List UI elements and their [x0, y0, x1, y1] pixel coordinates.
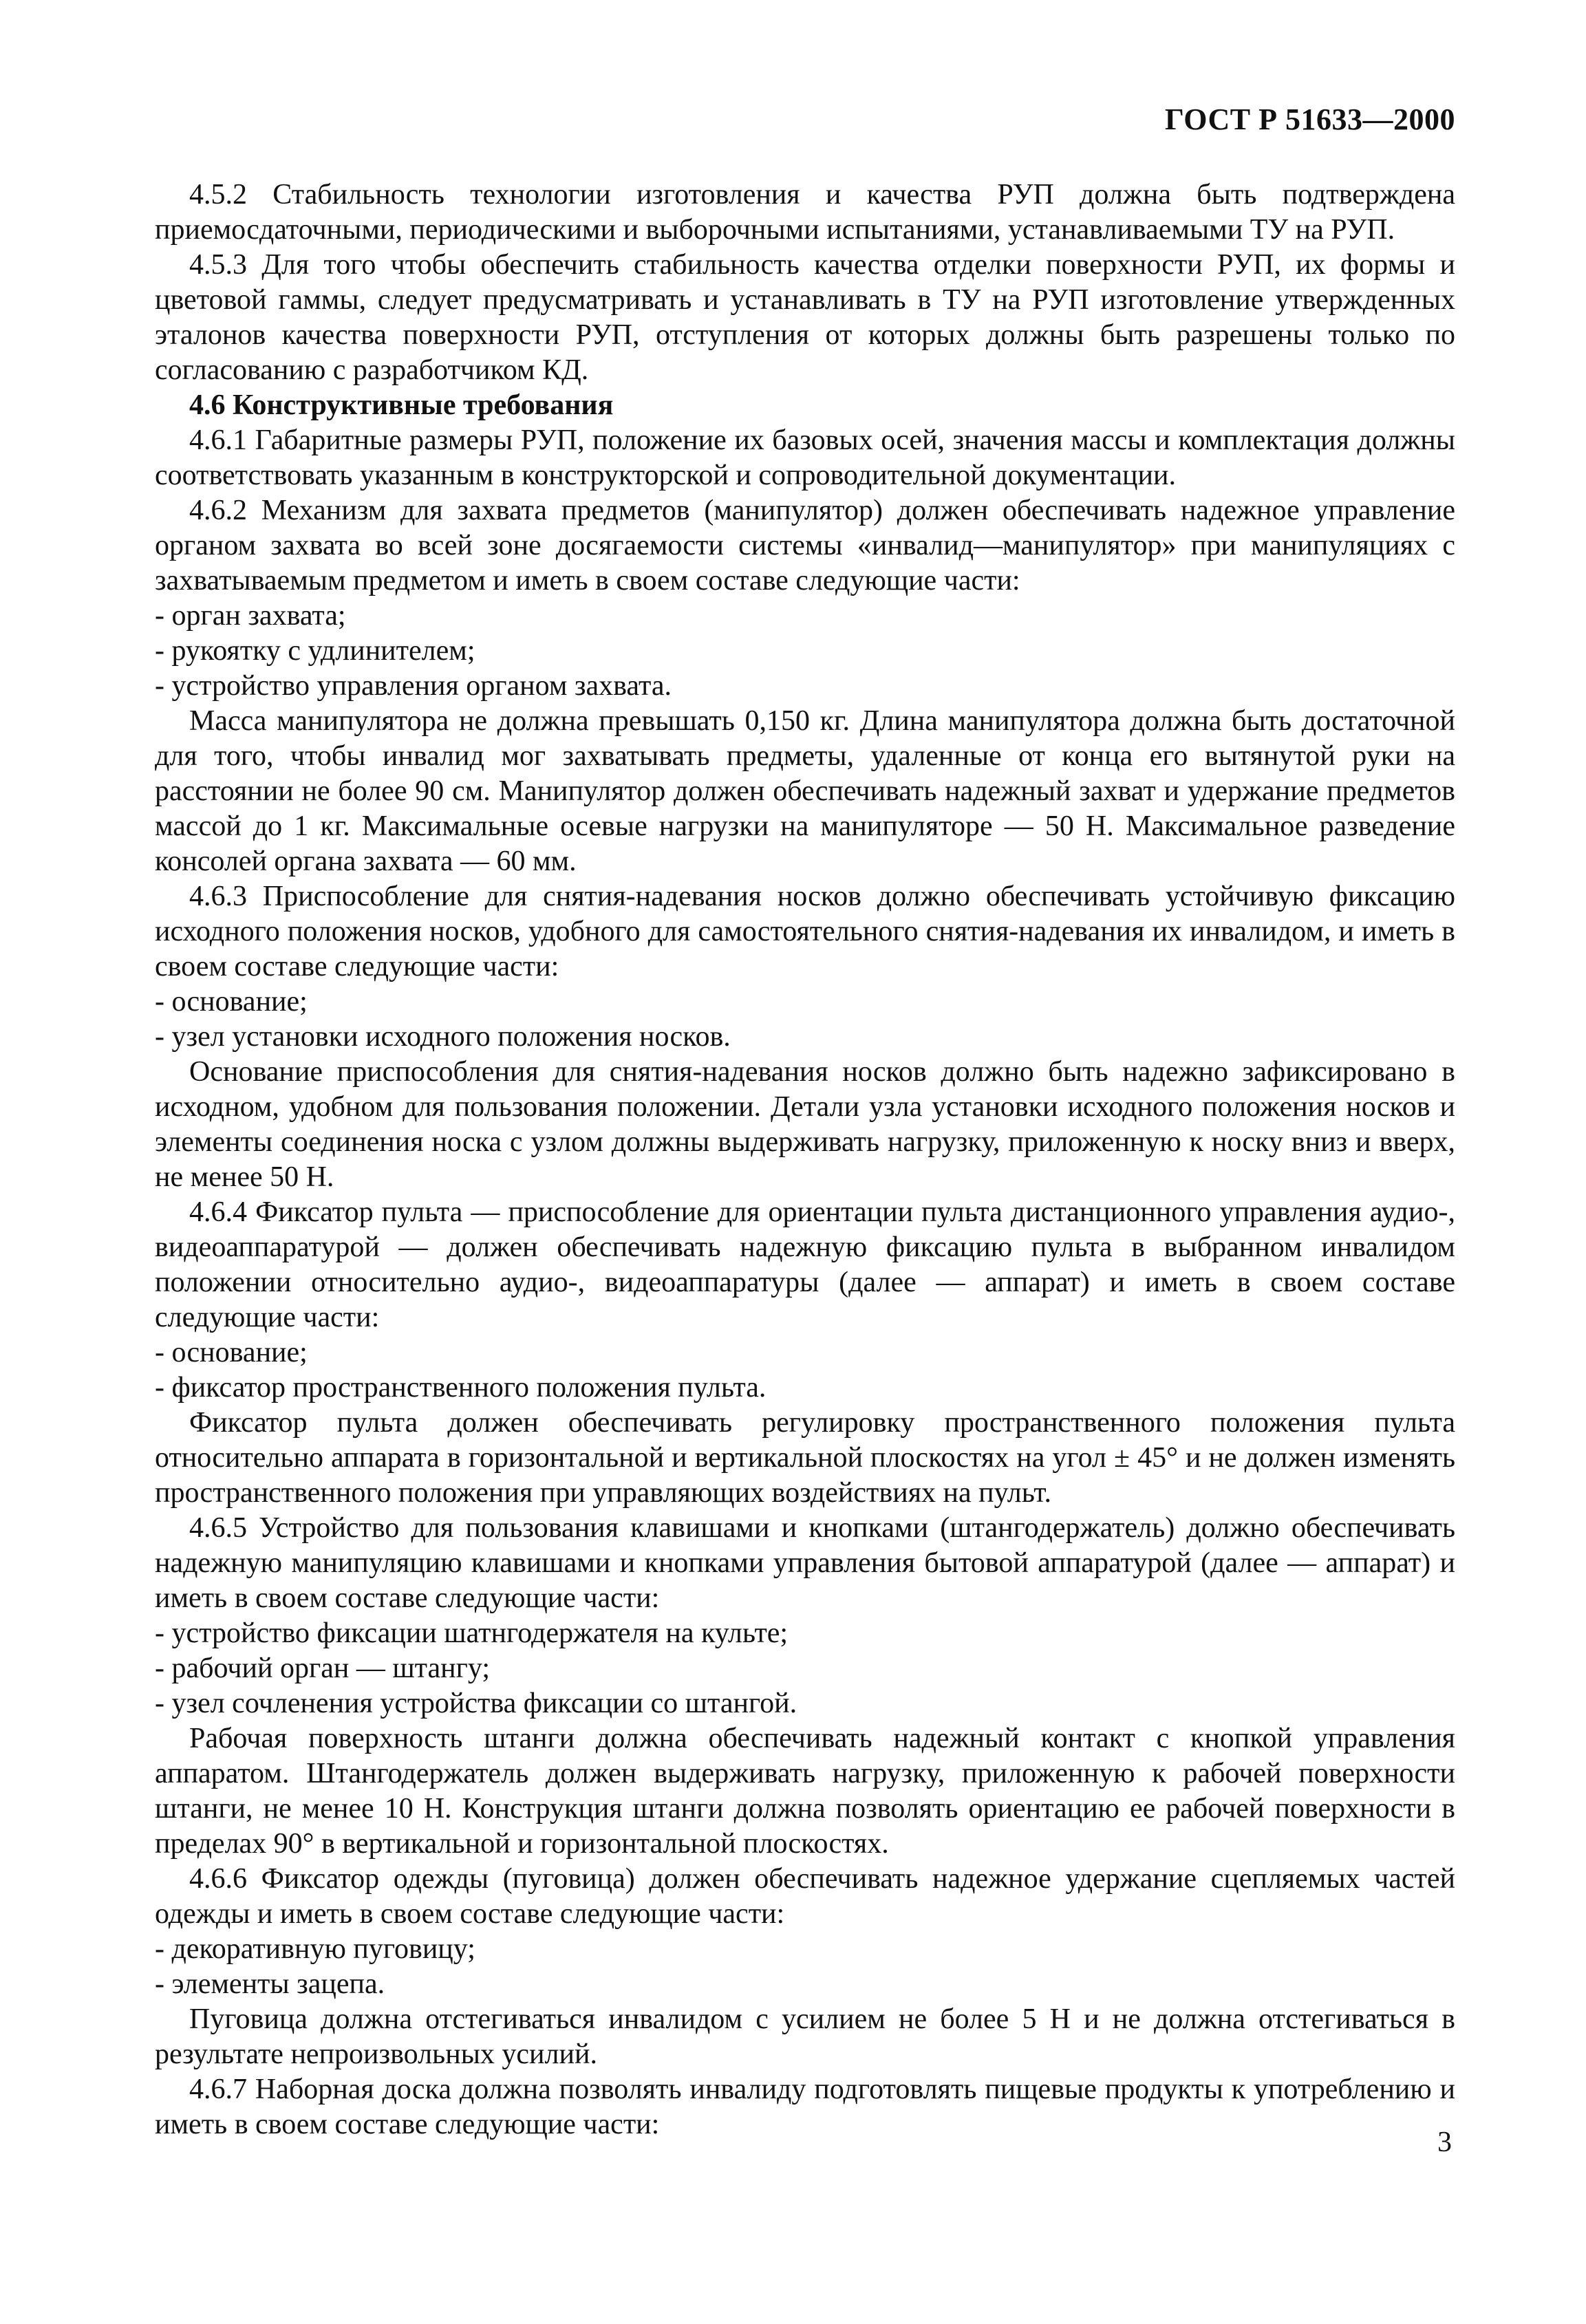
- paragraph-rod-surface: Рабочая поверхность штанги должна обеспечивать надежный контакт с кнопкой управления аппаратом. Штангодержатель должен выдерживать нагрузку, приложенную к рабочей поверхности штанги, не менее 10 Н. Конструкция штанги должна позволять ориентацию ее рабочей поверхности в пределах 90° в вертикальной и горизонтальной плоскостях.: [155, 1723, 1455, 1860]
- list-item: - декоративную пуговицу;: [155, 1933, 475, 1965]
- list-item: - рабочий орган — штангу;: [155, 1653, 490, 1684]
- paragraph-remote-holder-adjustment: Фиксатор пульта должен обеспечивать регулировку пространственного положения пульта относительно аппарата в горизонтальной и вертикальной плоскостях на угол ± 45° и не должен изменять пространственного положения при управляющих воздействиях на пульт.: [155, 1407, 1455, 1509]
- list-item: - рукоятку с удлинителем;: [155, 635, 475, 667]
- list-item: - узел установки исходного положения носков.: [155, 1021, 731, 1053]
- list-item: - фиксатор пространственного положения пульта.: [155, 1372, 767, 1403]
- paragraph-4-5-2: 4.5.2 Стабильность технологии изготовления и качества РУП должна быть подтверждена приемосдаточными, периодическими и выборочными испытаниями, устанавливаемыми ТУ на РУП.: [155, 179, 1455, 246]
- list-item: - основание;: [155, 986, 308, 1018]
- paragraph-4-6-3: 4.6.3 Приспособление для снятия-надевания носков должно обеспечивать устойчивую фиксацию исходного положения носков, удобного для самостоятельного снятия-надевания их инвалидом, и иметь в своем составе следующие части:: [155, 881, 1455, 982]
- section-heading-4-6: 4.6 Конструктивные требования: [189, 389, 614, 421]
- list-item: - узел сочленения устройства фиксации со штангой.: [155, 1688, 797, 1719]
- paragraph-4-5-3: 4.5.3 Для того чтобы обеспечить стабильность качества отделки поверхности РУП, их формы и цветовой гаммы, следует предусматривать и устанавливать в ТУ на РУП изготовление утвержденных эталонов качества поверхности РУП, отступления от которых должны быть разрешены только по согласованию с разработчиком КД.: [155, 249, 1455, 386]
- paragraph-4-6-1: 4.6.1 Габаритные размеры РУП, положение их базовых осей, значения массы и комплектация должны соответствовать указанным в конструкторской и сопроводительной документации.: [155, 424, 1455, 491]
- list-item: - элементы зацепа.: [155, 1968, 385, 2000]
- paragraph-4-6-7: 4.6.7 Наборная доска должна позволять инвалиду подготовлять пищевые продукты к употреблению и иметь в своем составе следующие части:: [155, 2074, 1455, 2140]
- document-body: [155, 177, 1455, 2142]
- list-item: - устройство управления органом захвата.: [155, 670, 672, 702]
- list-item: - основание;: [155, 1337, 308, 1368]
- list-item: - орган захвата;: [155, 600, 346, 632]
- paragraph-4-6-5: 4.6.5 Устройство для пользования клавишами и кнопками (штангодержатель) должно обеспечивать надежную манипуляцию клавишами и кнопками управления бытовой аппаратурой (далее — аппарат) и иметь в своем составе следующие части:: [155, 1512, 1455, 1614]
- paragraph-button-unfasten: Пуговица должна отстегиваться инвалидом с усилием не более 5 Н и не должна отстегиваться в результате непроизвольных усилий.: [155, 2003, 1455, 2070]
- paragraph-4-6-4: 4.6.4 Фиксатор пульта — приспособление для ориентации пульта дистанционного управления аудио-, видеоаппаратурой — должен обеспечивать надежную фиксацию пульта в выбранном инвалидом положении относительно аудио-, видеоаппаратуры (далее — аппарат) и иметь в своем составе следующие части:: [155, 1196, 1455, 1333]
- paragraph-manipulator-mass: Масса манипулятора не должна превышать 0,150 кг. Длина манипулятора должна быть достаточной для того, чтобы инвалид мог захватывать предметы, удаленные от конца его вытянутой руки на расстоянии не более 90 см. Манипулятор должен обеспечивать надежный захват и удержание предметов массой до 1 кг. Максимальные осевые нагрузки на манипуляторе — 50 Н. Максимальное разведение консолей органа захвата — 60 мм.: [155, 705, 1455, 877]
- paragraph-4-6-2: 4.6.2 Механизм для захвата предметов (манипулятор) должен обеспечивать надежное управление органом захвата во всей зоне досягаемости системы «инвалид—манипулятор» при манипуляциях с захватываемым предметом и иметь в своем составе следующие части:: [155, 495, 1455, 596]
- paragraph-sock-device-base: Основание приспособления для снятия-надевания носков должно быть надежно зафиксировано в исходном, удобном для пользования положении. Детали узла установки исходного положения носков и элементы соединения носка с узлом должны выдерживать нагрузку, приложенную к носку вниз и вверх, не менее 50 Н.: [155, 1056, 1455, 1193]
- page-number: 3: [1437, 2127, 1452, 2158]
- document-code-header: ГОСТ Р 51633—2000: [1164, 103, 1455, 136]
- paragraph-4-6-6: 4.6.6 Фиксатор одежды (пуговица) должен обеспечивать надежное удержание сцепляемых частей одежды и иметь в своем составе следующие части:: [155, 1863, 1455, 1930]
- list-item: - устройство фиксации шатнгодержателя на культе;: [155, 1617, 789, 1649]
